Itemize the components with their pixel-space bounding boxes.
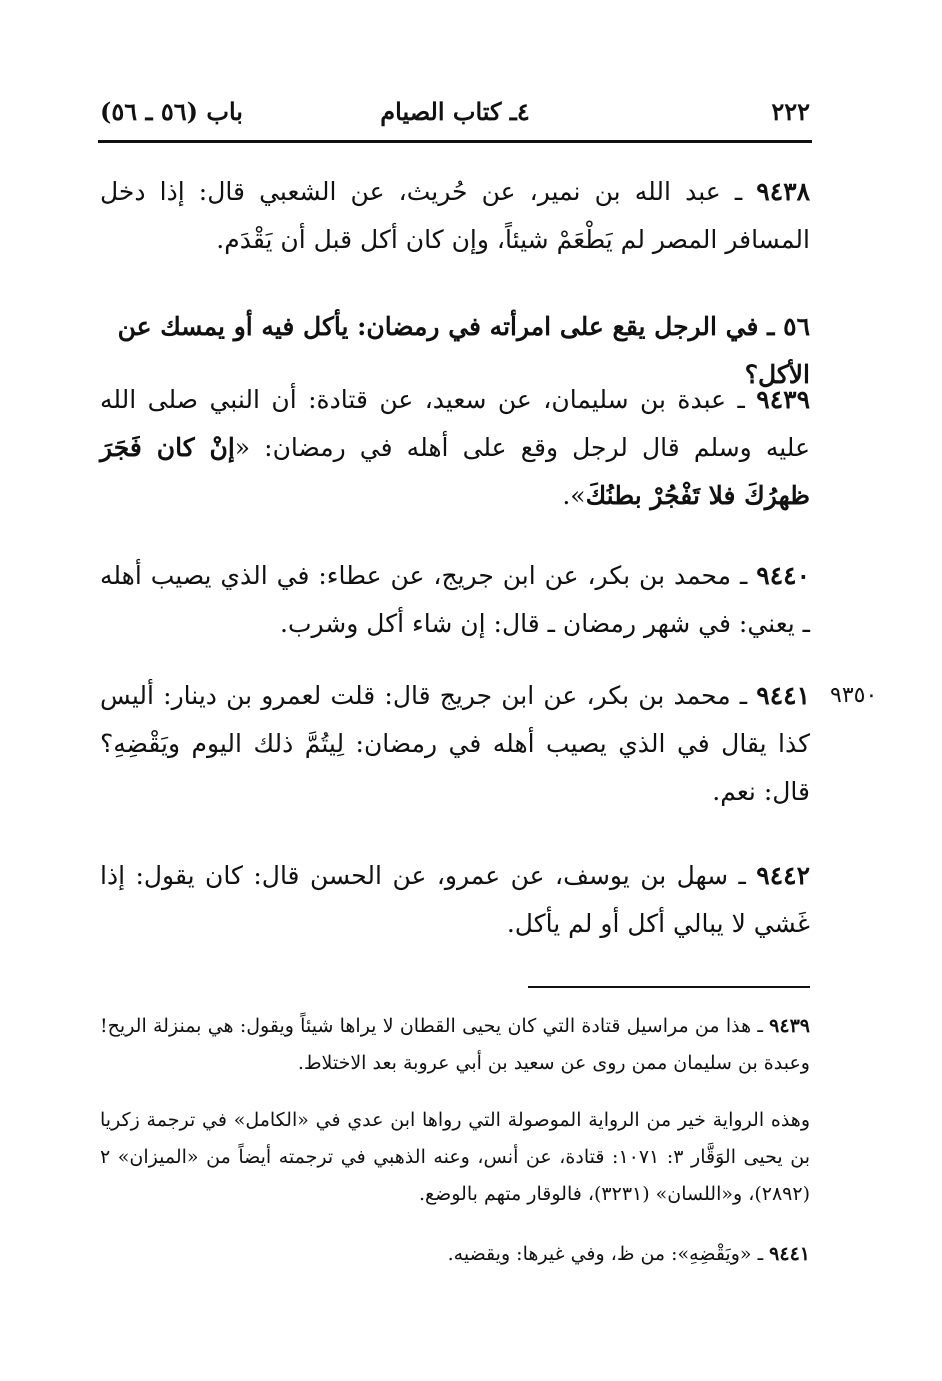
chapter-reference: باب (٥٦ ـ ٥٦) (100, 97, 243, 126)
entry-text: ـ محمد بن بكر، عن ابن جريج، عن عطاء: في الذي يصيب أهله ـ يعني: في شهر رمضان ـ قال: إن شاء أكل وشرب. (100, 561, 810, 638)
page-header (100, 92, 810, 132)
footnote-9441 (100, 1236, 810, 1273)
entry-number: ٩٤٣٨ (756, 177, 810, 206)
hadith-entry-9441 (100, 672, 810, 816)
entry-text-tail: ». (562, 481, 586, 510)
hadith-quote: إنْ كان فَجَرَ ظهرُكَ فلا تَفْجُرْ بطنُكَ (100, 433, 810, 510)
entry-number: ٩٤٤٠ (756, 561, 810, 590)
hadith-entry-9439 (100, 376, 810, 520)
entry-text: ـ عبد الله بن نمير، عن حُريث، عن الشعبي قال: إذا دخل المسافر المصر لم يَطْعَمْ شيئاً، وإن كان أكل قبل أن يَقْدَم. (100, 177, 810, 254)
footnote-divider (528, 986, 810, 988)
book-title: ٤ـ كتاب الصيام (380, 97, 530, 126)
hadith-entry-9440 (100, 552, 810, 648)
footnote-number: ٩٤٤١ (769, 1243, 810, 1265)
header-divider (98, 140, 812, 143)
footnote-text: ـ هذا من مراسيل قتادة التي كان يحيى القطان لا يراها شيئاً ويقول: هي بمنزلة الريح! وعبدة بن سليمان ممن روى عن سعيد بن أبي عروبة بعد الاختلاط. (100, 1015, 810, 1074)
footnote-text: وهذه الرواية خير من الرواية الموصولة التي رواها ابن عدي في «الكامل» في ترجمة زكريا بن يحيى الوَقَّار ٣: ١٠٧١: قتادة، عن أنس، وعنه الذهبي في ترجمته أيضاً من «الميزان» ٢ (٢٨٩٢)، و«اللسان» (٣٢٣١)، فالوقار متهم بالوضع. (100, 1109, 810, 1205)
margin-cross-reference: ٩٣٥٠ (830, 683, 878, 708)
section-heading: ٥٦ ـ في الرجل يقع على امرأته في رمضان: يأكل فيه أو يمسك عن الأكل؟ (117, 312, 810, 389)
footnote-text: ـ «ويَقْضِهِ»: من ظ، وفي غيرها: ويقضيه. (447, 1243, 770, 1265)
footnote-9439 (100, 1008, 810, 1082)
entry-number: ٩٤٣٩ (756, 385, 810, 414)
entry-number: ٩٤٤١ (756, 681, 810, 710)
hadith-entry-9438 (100, 168, 810, 264)
entry-text: ـ سهل بن يوسف، عن عمرو، عن الحسن قال: كان يقول: إذا غَشي لا يبالي أكل أو لم يأكل. (100, 861, 810, 938)
footnote-number: ٩٤٣٩ (769, 1015, 810, 1037)
hadith-entry-9442 (100, 852, 810, 948)
entry-text: ـ عبدة بن سليمان، عن سعيد، عن قتادة: أن النبي صلى الله عليه وسلم قال لرجل وقع على أهله في رمضان: « (100, 385, 810, 462)
entry-number: ٩٤٤٢ (756, 861, 810, 890)
entry-text: ـ محمد بن بكر، عن ابن جريج قال: قلت لعمرو بن دينار: أليس كذا يقال في الذي يصيب أهله في رمضان: لِيتُمَّ ذلك اليوم ويَقْضِهِ؟ قال: نعم. (100, 681, 810, 806)
page-number: ٢٢٢ (771, 97, 810, 126)
footnote-continuation (100, 1102, 810, 1213)
